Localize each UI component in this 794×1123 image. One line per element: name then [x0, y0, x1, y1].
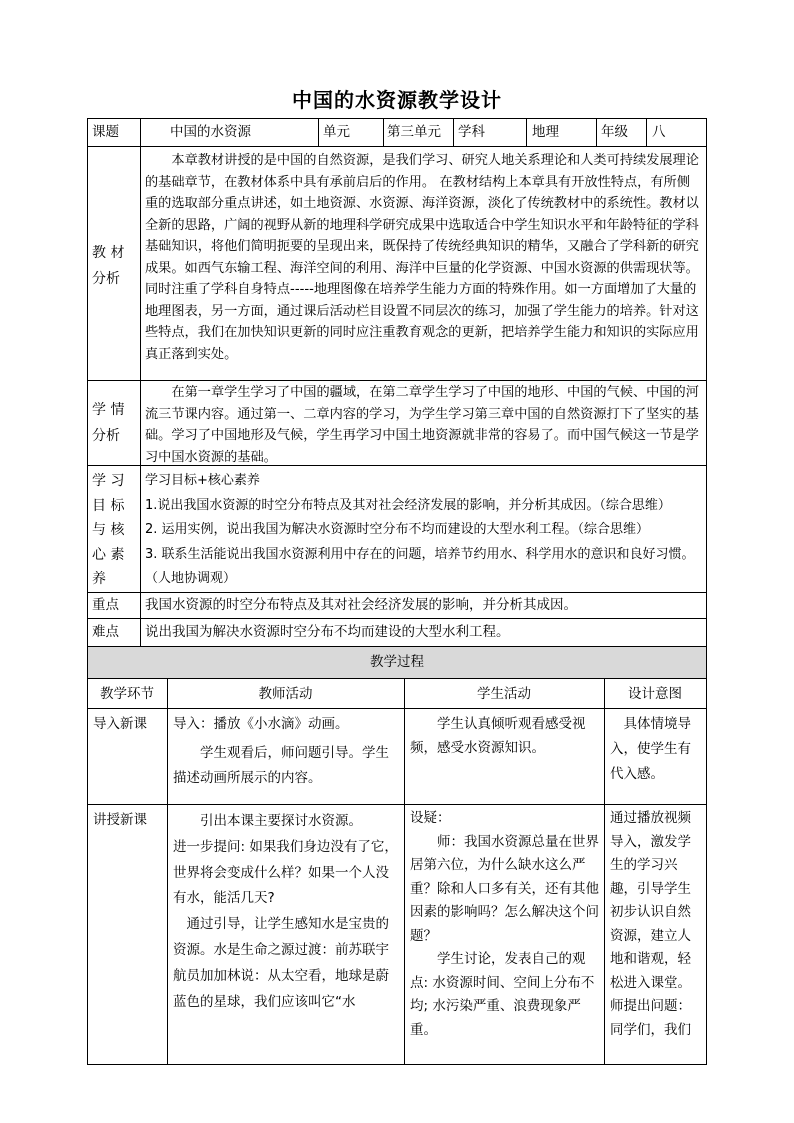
row1-intent-p: 具体情境导入，使学生有代入感。	[610, 716, 691, 782]
row1-student-p: 学生认真倾听观看感受视频，感受水资源知识。	[410, 716, 586, 756]
row2-teacher-p2: 进一步提问: 如果我们身边没有了它，世界将会变成什么样？如果一个人没有水，能活几天?	[173, 838, 398, 907]
unit-value: 第三单元	[387, 124, 441, 140]
goals-item-1: 1.说出我国水资源的时空分布特点及其对社会经济发展的影响，并分析其成因。（综合思维）	[145, 497, 671, 513]
row1-intent	[610, 712, 704, 787]
goals-label-line: 学 习	[92, 473, 125, 489]
key-point-label: 重点	[92, 597, 119, 613]
subject-label: 学科	[458, 124, 485, 140]
goals-heading: 学习目标+核心素养	[145, 473, 260, 488]
row1-teacher-p2: 学生观看后，师问题引导。学生描述动画所展示的内容。	[173, 745, 389, 786]
goals-content	[145, 469, 703, 592]
col-intent-header: 设计意图	[628, 686, 682, 702]
material-paragraph: 本章教材讲授的是中国的自然资源，是我们学习、研究人地关系理论和人类可持续发展理论的基础章节，在教材体系中具有承前启后的作用。 在教材结构上本章具有开放性特点，有所侧重的选取部分重点讲述，如土地资源、水资源、海洋资源，淡化了传统教材中的系统性。教材以全新的思路，广阔的视野从新的地理科学研究成果中选取适合中学生知识水平和年龄特征的学科基础知识，将他们简明扼要的呈现出来，既保持了传统经典知识的精华，又融合了学科新的研究成果。如西气东输工程、海洋空间的利用、海洋中巨量的化学资源、中国水资源的供需现状等。同时注重了学科自身特点-----地理图像在培养学生能力方面的特殊作用。如一方面增加了大量的地理图表，另一方面，通过课后活动栏目设置不同层次的练习，加强了学生能力的培养。针对这些特点，我们在加快知识更新的同时应注重教育观念的更新，把培养学生能力和知识的实际应用真正落到实处。	[145, 153, 699, 362]
difficult-point-text: 说出我国为解决水资源时空分布不均而建设的大型水利工程。	[145, 624, 510, 640]
student-paragraph: 在第一章学生学习了中国的疆域，在第二章学生学习了中国的地形、中国的气候、中国的河流三节课内容。通过第一、二章内容的学习，为学生学习第三章中国的自然资源打下了坚实的基础。学习了中国地形及气候，学生再学习中国土地资源就非常的容易了。而中国气候这一节是学习中国水资源的基础。	[145, 385, 699, 465]
material-text	[145, 150, 703, 365]
row2-stage: 讲授新课	[93, 812, 147, 828]
topic-value: 中国的水资源	[170, 124, 251, 140]
unit-label: 单元	[323, 124, 350, 140]
col-teacher-header: 教师活动	[258, 686, 313, 702]
row2-intent-p: 通过播放视频导入，激发学生的学习兴趣，引导学生初步认识自然资源，建立人地和谐观，轻松进入课堂。师提出问题：同学们，我们	[610, 810, 691, 1038]
grade-label: 年级	[601, 124, 628, 140]
row2-student-p3: 学生讨论，发表自己的观点: 水资源时间、空间上分布不均; 水污染严重、浪费现象严重。	[410, 951, 595, 1038]
goals-label-line: 养	[92, 571, 106, 587]
row2-teacher	[173, 809, 401, 1015]
row1-stage: 导入新课	[93, 716, 147, 732]
grade-value: 八	[652, 124, 666, 140]
student-label: 学 情 分析	[92, 402, 125, 444]
row2-student-p2: 师：我国水资源总量在世界居第六位，为什么缺水这么严重？除和人口多有关，还有其他因素的影响吗？怎么解决这个问题？	[410, 833, 599, 944]
page-title: 中国的水资源教学设计	[292, 88, 502, 112]
row2-student	[410, 807, 602, 1042]
goals-label-line: 目 标	[92, 497, 125, 514]
goals-item-3: 3. 联系生活能说出我国水资源利用中存在的问题，培养节约用水、科学用水的意识和良好习惯。（人地协调观）	[145, 546, 695, 586]
goals-item-2: 2. 运用实例，说出我国为解决水资源时空分布不均而建设的大型水利工程。（综合思维）	[145, 522, 650, 537]
row1-teacher-p1: 导入：播放《小水滴》动画。	[173, 716, 349, 732]
material-label: 教 材 分析	[92, 245, 125, 287]
col-stage-header: 教学环节	[100, 686, 154, 702]
row1-teacher	[173, 712, 401, 791]
goals-label	[92, 469, 138, 592]
goals-label-line: 心 素	[92, 546, 125, 563]
student-text	[145, 382, 703, 468]
process-heading: 教学过程	[370, 654, 424, 670]
row1-student	[410, 712, 602, 760]
row2-teacher-p3: 通过引导，让学生感知水是宝贵的资源。水是生命之源过渡：前苏联宇航员加加林说：从太空看，地球是蔚蓝色的星球，我们应该叫它“水	[173, 916, 389, 1010]
topic-label: 课题	[92, 124, 119, 140]
col-student-header: 学生活动	[477, 686, 531, 702]
row2-student-p1: 设疑：	[410, 810, 451, 826]
row2-teacher-p1: 引出本课主要探讨水资源。	[200, 813, 362, 829]
goals-label-line: 与 核	[92, 522, 125, 538]
row2-intent	[610, 807, 704, 1042]
difficult-point-label: 难点	[92, 624, 119, 640]
subject-value: 地理	[532, 124, 559, 140]
key-point-text: 我国水资源的时空分布特点及其对社会经济发展的影响，并分析其成因。	[145, 597, 577, 613]
